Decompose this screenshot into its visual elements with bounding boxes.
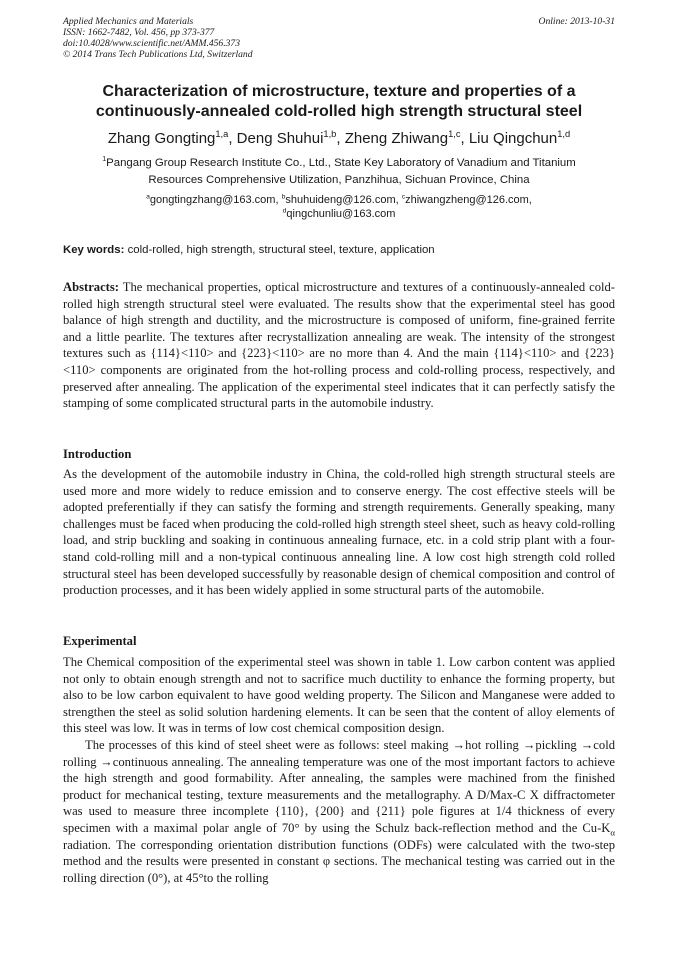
- experimental-paragraph-2-part-1: The processes of this kind of steel sheet were as follows: steel making →hot rolling →pickling →cold rolling →continuous annealing. The annealing temperature was one of the most important factors to achieve the high strength and good formability. After annealing, the samples were machined from the finished product for mechanical testing, texture measurements and the metallography. A D/Max-C X diffractometer was used to measure three incomplete {110}, {200} and {211} pole figures at 1/4 thickness of every specimen with a maximal polar angle of 70° by using the Schulz back-reflection method and the Cu-K: [63, 737, 615, 835]
- email-sup: a: [146, 193, 150, 201]
- abstract-label: Abstracts:: [63, 280, 119, 294]
- introduction-text: [63, 466, 615, 599]
- copyright-line: © 2014 Trans Tech Publications Ltd, Switzerland: [63, 49, 253, 60]
- keywords-label: Key words:: [63, 244, 125, 256]
- journal-header: [63, 16, 615, 60]
- introduction-paragraph: As the development of the automobile industry in China, the cold-rolled high strength structural steels are used more and more widely to reduce emission and to conserve energy. The cost effective steels will be adopted preferentially if they can satisfy the forming and strength requirements. Generally speaking, many challenges must be faced when producing the cold-rolled high strength steel sheet, such as heavy cold-rolling load, and strip buckling and soaking in continuous annealing furnace, etc. in a cold strip plant with a four-stand cold-rolling mill and a non-typical continuous annealing line. A low cost high strength cold rolled structural steel has been developed successfully by reasonable design of chemical composition and control of production processes, and it has been widely applied in some structural parts of the automobile.: [63, 467, 615, 598]
- experimental-paragraph-1: The Chemical composition of the experimental steel was shown in table 1. Low carbon content was applied not only to obtain enough strength and not to sacrifice much ductility to enhance the forming property, but also to be low carbon equivalent to have good welding property. The Silicon and Manganese were added to strengthen the steel as solid solution hardening elements. It can be seen that the content of alloy elements of this steel was low. It was in terms of low cost chemical composition design.: [63, 655, 615, 736]
- email-sup: c: [401, 193, 406, 201]
- email-sup: b: [281, 193, 286, 201]
- author-affil-sup: 1,b: [323, 129, 337, 139]
- author-list: [40, 129, 638, 149]
- paper-title: [40, 82, 638, 122]
- doi-line: doi:10.4028/www.scientific.net/AMM.456.373: [63, 38, 241, 49]
- author-affil-sup: 1,c: [448, 129, 461, 139]
- author-name: Liu Qingchun: [468, 130, 558, 147]
- experimental-paragraph-2: [63, 737, 615, 886]
- experimental-paragraph-2-part-2: radiation. The corresponding orientation distribution functions (ODFs) were calculated with the two-step method and the results were presented in constant φ sections. The mechanical testing was carried out in the rolling direction (0°), at 45°to the rolling: [63, 837, 615, 885]
- author-affil-sup: 1,a: [215, 129, 229, 139]
- affiliation-line-1: Pangang Group Research Institute Co., Ltd., State Key Laboratory of Vanadium and Titanium: [106, 157, 576, 169]
- author-separator: ,: [228, 130, 237, 147]
- affiliation-sup: 1: [102, 156, 107, 164]
- experimental-text: [63, 654, 615, 886]
- journal-name: Applied Mechanics and Materials: [63, 16, 194, 27]
- abstract: [63, 279, 615, 412]
- author-affil-sup: 1,d: [557, 129, 571, 139]
- author-name: Deng Shuhui: [236, 130, 324, 147]
- keywords-text: cold-rolled, high strength, structural steel, texture, application: [124, 244, 435, 256]
- author-separator: ,: [460, 130, 469, 147]
- title-line-2: continuously-annealed cold-rolled high strength structural steel: [95, 103, 583, 120]
- email-address: gongtingzhang@163.com,: [149, 194, 282, 206]
- author-name: Zhang Gongting: [107, 130, 216, 147]
- alpha-subscript: α: [610, 827, 615, 838]
- author-emails: [60, 193, 618, 221]
- email-address: qingchunliu@163.com: [286, 208, 396, 220]
- issn-line: ISSN: 1662-7482, Vol. 456, pp 373-377: [63, 27, 215, 38]
- affiliation-line-2: Resources Comprehensive Utilization, Panzhihua, Sichuan Province, China: [148, 174, 530, 186]
- author-name: Zheng Zhiwang: [344, 130, 449, 147]
- online-date: Online: 2013-10-31: [538, 16, 615, 27]
- affiliation: [60, 155, 618, 189]
- introduction-heading: Introduction: [63, 447, 132, 461]
- author-separator: ,: [336, 130, 345, 147]
- abstract-text: The mechanical properties, optical microstructure and textures of a continuously-annealed cold-rolled high strength structural steel were evaluated. The results show that the experimental steel has good balance of high strength and ductility, and the microstructure is composed of uniform, fine-grained ferrite and a little pearlite. The textures after recrystallization annealing are weak. The intensity of the strongest textures such as {114}<110> and {223}<110> are no more than 4. And the main {114}<110> and {223}<110> components are originated from the hot-rolling process and cold-rolling process, respectively, and preserved after annealing. The application of the experimental steel indicates that it can perfectly satisfy the stamping of some complicated structural parts in the automobile industry.: [63, 280, 615, 411]
- keywords: [63, 243, 615, 258]
- title-line-1: Characterization of microstructure, texture and properties of a: [102, 83, 576, 100]
- experimental-heading: Experimental: [63, 634, 137, 648]
- email-address: zhiwangzheng@126.com,: [405, 194, 532, 206]
- email-sup: d: [282, 207, 287, 215]
- email-address: shuhuideng@126.com,: [285, 194, 402, 206]
